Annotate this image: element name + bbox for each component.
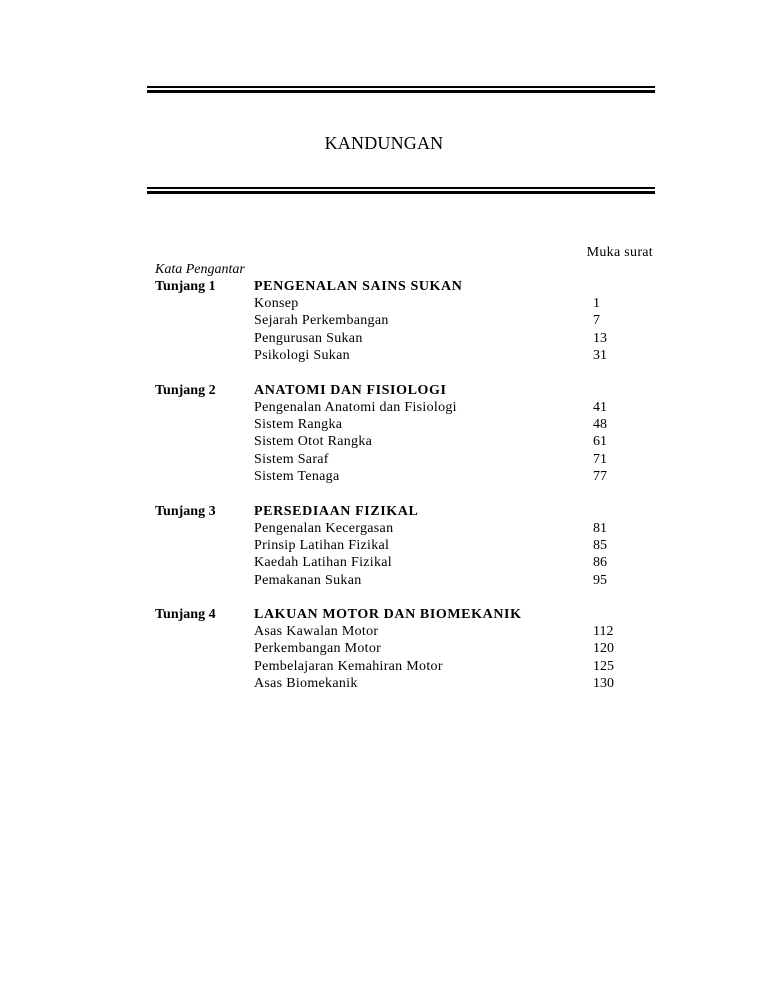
toc-entry-page: 41 (593, 399, 607, 415)
rule-line (147, 187, 655, 189)
section-title: ANATOMI DAN FISIOLOGI (254, 382, 447, 398)
section-heading (0, 607, 768, 624)
toc-entry (0, 676, 768, 693)
toc-entry (0, 417, 768, 434)
top-double-rule (147, 86, 655, 94)
toc-entry (0, 521, 768, 538)
toc-entry-label: Pengenalan Kecergasan (254, 520, 394, 536)
section-title: PERSEDIAAN FIZIKAL (254, 503, 419, 519)
toc-entry-page: 77 (593, 469, 607, 485)
toc-entry-page: 95 (593, 572, 607, 588)
toc-entry-label: Kaedah Latihan Fizikal (254, 555, 392, 571)
toc-entry-label: Pemakanan Sukan (254, 572, 362, 588)
toc-entry-page: 81 (593, 520, 607, 536)
toc-entry-label: Sistem Otot Rangka (254, 434, 373, 450)
section-heading (0, 279, 768, 296)
toc-entry-page: 48 (593, 416, 607, 432)
section-label: Tunjang 2 (155, 382, 216, 398)
preface-entry: Kata Pengantar (155, 262, 245, 277)
section-title: LAKUAN MOTOR DAN BIOMEKANIK (254, 607, 522, 623)
toc-entry-page: 120 (593, 641, 614, 657)
rule-line (147, 90, 655, 93)
section-heading (0, 383, 768, 400)
toc-section (0, 504, 768, 591)
bottom-double-rule (147, 187, 655, 195)
toc-entry (0, 296, 768, 313)
toc-entry (0, 452, 768, 469)
toc-entry (0, 400, 768, 417)
toc-entry-label: Pembelajaran Kemahiran Motor (254, 658, 443, 674)
toc-entry-page: 61 (593, 434, 607, 450)
toc-entry-label: Asas Biomekanik (254, 676, 358, 692)
toc-entry-label: Pengurusan Sukan (254, 330, 363, 346)
toc-entry-page: 85 (593, 537, 607, 553)
toc-entry-page: 112 (593, 624, 614, 640)
table-of-contents (0, 279, 768, 711)
toc-entry-label: Konsep (254, 296, 299, 311)
toc-entry (0, 538, 768, 555)
toc-entry-page: 1 (593, 296, 600, 311)
toc-entry-label: Sistem Saraf (254, 451, 329, 467)
page-column-label: Muka surat (586, 245, 653, 260)
toc-section (0, 279, 768, 366)
toc-entry-page: 71 (593, 451, 607, 467)
section-title: PENGENALAN SAINS SUKAN (254, 279, 463, 294)
toc-entry-label: Prinsip Latihan Fizikal (254, 537, 390, 553)
toc-entry (0, 555, 768, 572)
toc-entry (0, 659, 768, 676)
toc-entry-label: Asas Kawalan Motor (254, 624, 379, 640)
rule-line (147, 191, 655, 194)
toc-entry-page: 130 (593, 676, 614, 692)
toc-entry-label: Perkembangan Motor (254, 641, 382, 657)
toc-entry-page: 86 (593, 555, 607, 571)
toc-entry (0, 573, 768, 590)
toc-entry-page: 31 (593, 348, 607, 364)
rule-line (147, 86, 655, 88)
toc-entry (0, 348, 768, 365)
toc-entry-label: Sistem Tenaga (254, 469, 340, 485)
toc-entry-label: Pengenalan Anatomi dan Fisiologi (254, 399, 457, 415)
toc-entry-page: 7 (593, 313, 600, 329)
section-heading (0, 504, 768, 521)
toc-entry (0, 624, 768, 641)
toc-entry (0, 331, 768, 348)
toc-entry-page: 13 (593, 330, 607, 346)
toc-entry-label: Sejarah Perkembangan (254, 313, 389, 329)
toc-section (0, 383, 768, 487)
toc-entry-label: Psikologi Sukan (254, 348, 350, 364)
toc-entry (0, 434, 768, 451)
toc-entry (0, 313, 768, 330)
toc-entry (0, 641, 768, 658)
section-label: Tunjang 3 (155, 503, 216, 519)
toc-entry-page: 125 (593, 658, 614, 674)
section-label: Tunjang 4 (155, 607, 216, 623)
toc-section (0, 607, 768, 694)
section-label: Tunjang 1 (155, 279, 216, 294)
toc-entry (0, 469, 768, 486)
page-title: KANDUNGAN (324, 133, 444, 153)
toc-entry-label: Sistem Rangka (254, 416, 343, 432)
